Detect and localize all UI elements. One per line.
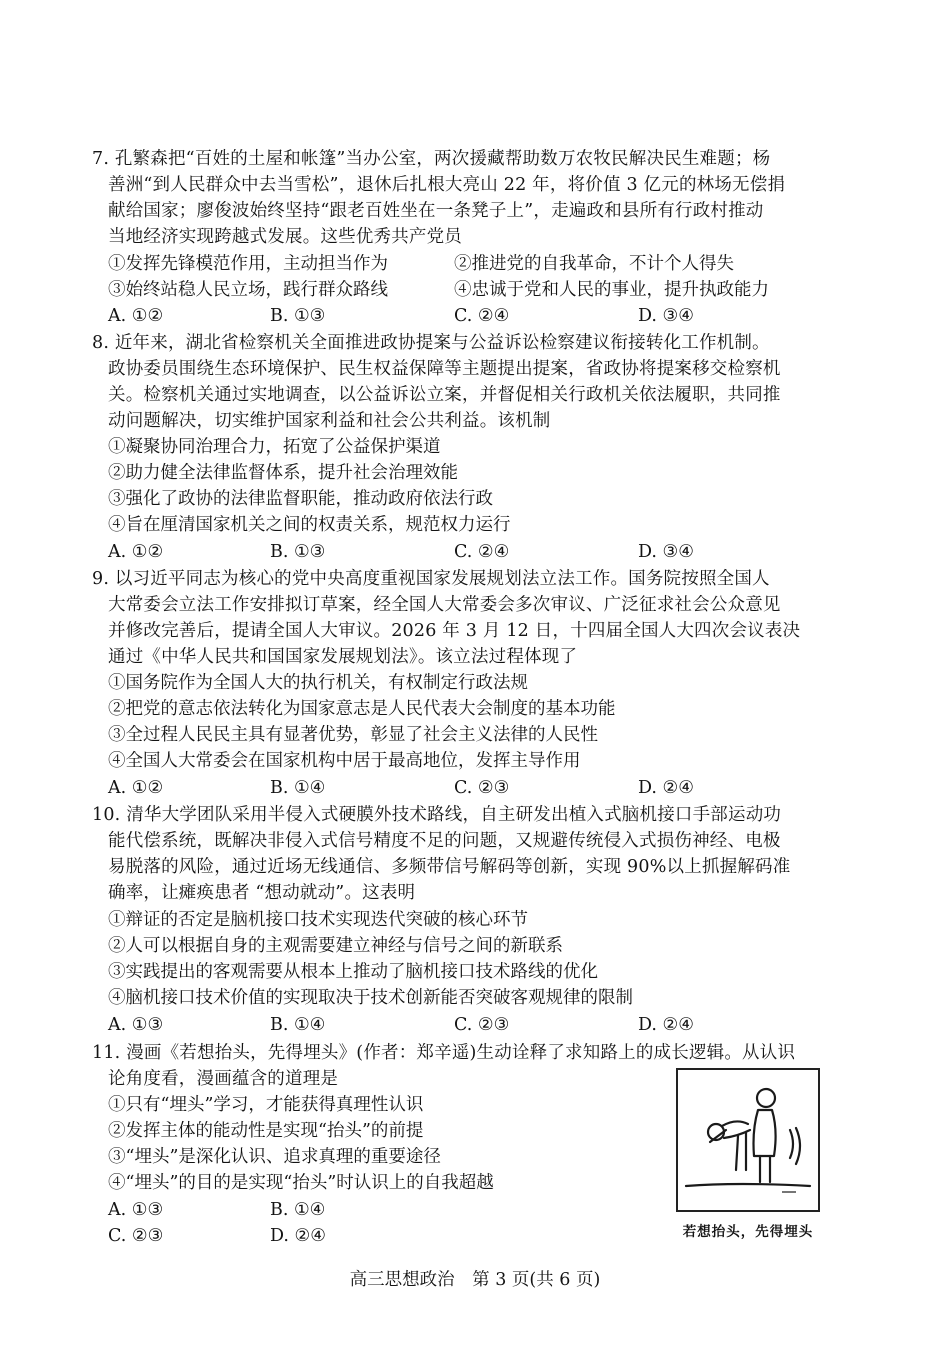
- q9-stem-line: 并修改完善后，提请全国人大审议。2026 年 3 月 12 日，十四届全国人大四次会议表决: [108, 621, 801, 641]
- q9-item-1: ①国务院作为全国人大的执行机关，有权制定行政法规: [108, 673, 528, 693]
- q11-answer-b: B. ①④: [270, 1200, 326, 1220]
- q10-answer-d: D. ②④: [638, 1015, 694, 1035]
- q11-answer-d: D. ②④: [270, 1226, 326, 1246]
- q9-item-2: ②把党的意志依法转化为国家意志是人民代表大会制度的基本功能: [108, 699, 616, 719]
- q7-stem-line: 献给国家；廖俊波始终坚持“跟老百姓坐在一条凳子上”，走遍政和县所有行政村推动: [108, 201, 764, 221]
- q8-item-4: ④旨在厘清国家机关之间的权责关系，规范权力运行: [108, 515, 511, 535]
- q10-item-3: ③实践提出的客观需要从根本上推动了脑机接口技术路线的优化: [108, 962, 598, 982]
- cartoon-caption: 若想抬头，先得埋头: [682, 1224, 814, 1240]
- q8-stem-line: 动问题解决，切实维护国家利益和社会公共利益。该机制: [108, 411, 551, 431]
- q10-stem-line: 10. 清华大学团队采用半侵入式硬膜外技术路线，自主研发出植入式脑机接口手部运动功: [92, 805, 782, 825]
- q7-item-4: ④忠诚于党和人民的事业，提升执政能力: [454, 280, 769, 300]
- q11-stem-line: 论角度看，漫画蕴含的道理是: [108, 1069, 339, 1089]
- q10-stem-line: 能代偿系统，既解决非侵入式信号精度不足的问题，又规避传统侵入式损伤神经、电极: [108, 831, 781, 851]
- q9-item-4: ④全国人大常委会在国家机构中居于最高地位，发挥主导作用: [108, 751, 581, 771]
- q11-stem-line: 11. 漫画《若想抬头，先得埋头》(作者：郑辛遥)生动诠释了求知路上的成长逻辑。从认识: [92, 1043, 796, 1063]
- q7-stem-line: 7. 孔繁森把“百姓的土屋和帐篷”当办公室，两次援藏帮助数万农牧民解决民生难题；杨: [92, 149, 771, 169]
- q10-answer-c: C. ②③: [454, 1015, 510, 1035]
- q8-stem-line: 政协委员围绕生态环境保护、民生权益保障等主题提出提案，省政协将提案移交检察机: [108, 359, 781, 379]
- q9-item-3: ③全过程人民民主具有显著优势，彰显了社会主义法律的人民性: [108, 725, 598, 745]
- q8-item-1: ①凝聚协同治理合力，拓宽了公益保护渠道: [108, 437, 441, 457]
- q10-stem-line: 确率，让瘫痪患者 “想动就动”。这表明: [108, 883, 416, 903]
- q10-item-1: ①辩证的否定是脑机接口技术实现迭代突破的核心环节: [108, 910, 528, 930]
- q7-item-3: ③始终站稳人民立场，践行群众路线: [108, 280, 388, 300]
- q8-answer-c: C. ②④: [454, 542, 510, 562]
- q10-stem-line: 易脱落的风险，通过近场无线通信、多频带信号解码等创新，实现 90%以上抓握解码准: [108, 857, 791, 877]
- q11-answer-c: C. ②③: [108, 1226, 164, 1246]
- q10-answer-b: B. ①④: [270, 1015, 326, 1035]
- q7-answer-d: D. ③④: [638, 306, 694, 326]
- q8-stem-line: 8. 近年来，湖北省检察机关全面推进政协提案与公益诉讼检察建议衔接转化工作机制。: [92, 333, 770, 353]
- q7-stem-line: 当地经济实现跨越式发展。这些优秀共产党员: [108, 227, 462, 247]
- q8-answer-a: A. ①②: [108, 542, 164, 562]
- q7-answer-b: B. ①③: [270, 306, 326, 326]
- q9-answer-b: B. ①④: [270, 778, 326, 798]
- q11-item-4: ④“埋头”的目的是实现“抬头”时认识上的自我超越: [108, 1173, 494, 1193]
- q7-item-2: ②推进党的自我革命，不计个人得失: [454, 254, 734, 274]
- q9-stem-line: 大常委会立法工作安排拟订草案，经全国人大常委会多次审议、广泛征求社会公众意见: [108, 595, 781, 615]
- q8-stem-line: 关。检察机关通过实地调查，以公益诉讼立案，并督促相关行政机关依法履职，共同推: [108, 385, 781, 405]
- q7-answer-c: C. ②④: [454, 306, 510, 326]
- q8-answer-b: B. ①③: [270, 542, 326, 562]
- q9-stem-line: 通过《中华人民共和国国家发展规划法》。该立法过程体现了: [108, 647, 578, 667]
- cartoon-illustration: [676, 1068, 820, 1212]
- q11-item-2: ②发挥主体的能动性是实现“抬头”的前提: [108, 1121, 424, 1141]
- q8-item-2: ②助力健全法律监督体系，提升社会治理效能: [108, 463, 458, 483]
- q10-item-2: ②人可以根据自身的主观需要建立神经与信号之间的新联系: [108, 936, 563, 956]
- q10-answer-a: A. ①③: [108, 1015, 164, 1035]
- q10-item-4: ④脑机接口技术价值的实现取决于技术创新能否突破客观规律的限制: [108, 988, 633, 1008]
- q9-answer-a: A. ①②: [108, 778, 164, 798]
- cartoon-drawing: [678, 1070, 818, 1210]
- q11-answer-a: A. ①③: [108, 1200, 164, 1220]
- q9-stem-line: 9. 以习近平同志为核心的党中央高度重视国家发展规划法立法工作。国务院按照全国人: [92, 569, 770, 589]
- q11-item-1: ①只有“埋头”学习，才能获得真理性认识: [108, 1095, 424, 1115]
- q11-item-3: ③“埋头”是深化认识、追求真理的重要途径: [108, 1147, 441, 1167]
- q9-answer-c: C. ②③: [454, 778, 510, 798]
- q8-item-3: ③强化了政协的法律监督职能，推动政府依法行政: [108, 489, 493, 509]
- page-footer: 高三思想政治 第 3 页(共 6 页): [349, 1270, 601, 1290]
- q7-answer-a: A. ①②: [108, 306, 164, 326]
- q9-answer-d: D. ②④: [638, 778, 694, 798]
- q7-item-1: ①发挥先锋模范作用，主动担当作为: [108, 254, 388, 274]
- q8-answer-d: D. ③④: [638, 542, 694, 562]
- q7-stem-line: 善洲“到人民群众中去当雪松”，退休后扎根大亮山 22 年，将价值 3 亿元的林场无偿捐: [108, 175, 786, 195]
